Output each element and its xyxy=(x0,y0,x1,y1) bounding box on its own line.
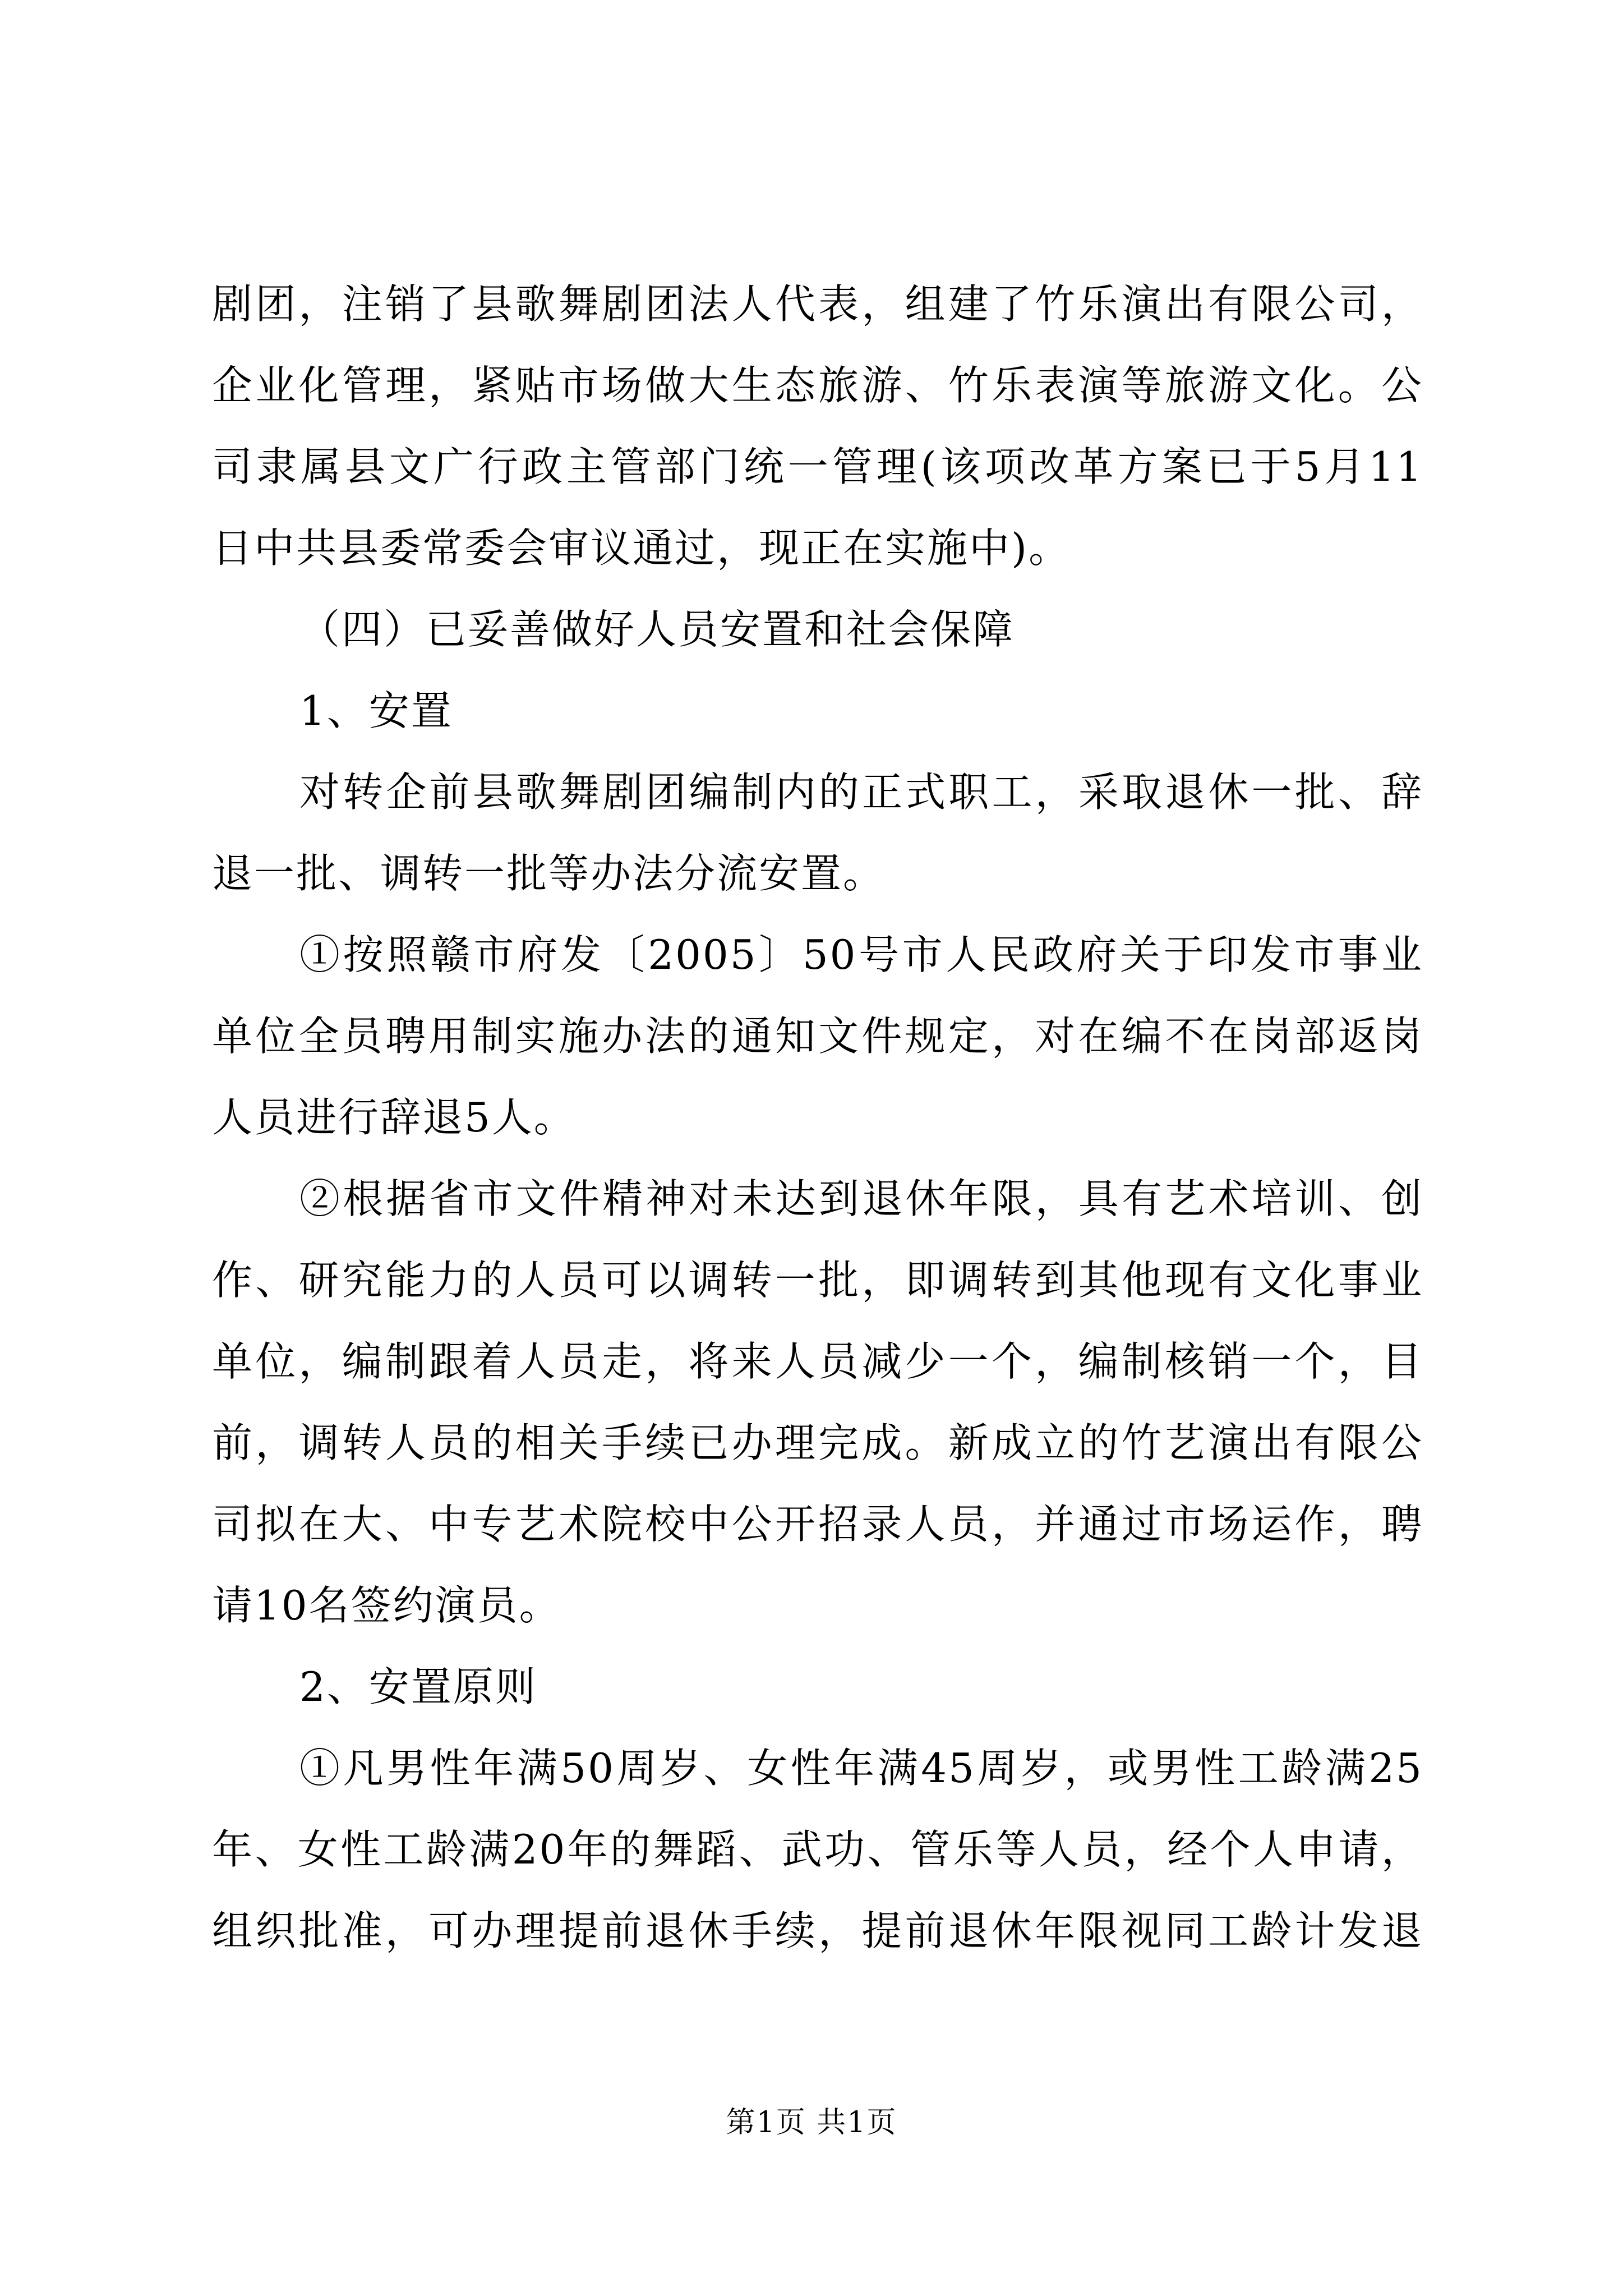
text-line-2: 企业化管理，紧贴市场做大生态旅游、竹乐表演等旅游文化。公 xyxy=(212,362,1423,409)
text-line-13: 作、研究能力的人员可以调转一批，即调转到其他现有文化事业 xyxy=(212,1257,1423,1304)
page-number-label: 第1页 共1页 xyxy=(726,2106,897,2139)
text-line-16: 司拟在大、中专艺术院校中公开招录人员，并通过市场运作，聘 xyxy=(212,1501,1423,1548)
text-line-8: 退一批、调转一批等办法分流安置。 xyxy=(212,850,886,897)
text-line-3: 司隶属县文广行政主管部门统一管理(该项改革方案已于5月11 xyxy=(212,443,1423,490)
text-line-19: ①凡男性年满50周岁、女性年满45周岁，或男性工龄满25 xyxy=(299,1745,1423,1792)
document-body xyxy=(212,264,1423,1972)
text-line-10: 单位全员聘用制实施办法的通知文件规定，对在编不在岗部返岗 xyxy=(212,1013,1423,1060)
text-line-9: ①按照赣市府发〔2005〕50号市人民政府关于印发市事业 xyxy=(299,931,1423,978)
text-line-7: 对转企前县歌舞剧团编制内的正式职工，采取退休一批、辞 xyxy=(299,769,1423,816)
text-line-20: 年、女性工龄满20年的舞蹈、武功、管乐等人员，经个人申请， xyxy=(212,1826,1423,1873)
text-line-4: 日中共县委常委会审议通过，现正在实施中)。 xyxy=(212,524,1071,572)
text-line-12: ②根据省市文件精神对未达到退休年限，具有艺术培训、创 xyxy=(299,1175,1423,1222)
text-line-14: 单位，编制跟着人员走，将来人员减少一个，编制核销一个，目 xyxy=(212,1338,1423,1385)
text-line-1: 剧团，注销了县歌舞剧团法人代表，组建了竹乐演出有限公司， xyxy=(212,280,1423,328)
text-line-17: 请10名签约演员。 xyxy=(212,1582,561,1629)
subheading-placement: 1、安置 xyxy=(299,687,453,734)
section-heading-4: （四）已妥善做好人员安置和社会保障 xyxy=(299,606,1015,653)
text-line-15: 前，调转人员的相关手续已办理完成。新成立的竹艺演出有限公 xyxy=(212,1419,1423,1466)
text-line-11: 人员进行辞退5人。 xyxy=(212,1094,576,1141)
subheading-placement-principles: 2、安置原则 xyxy=(299,1663,537,1710)
page-footer xyxy=(0,2106,1623,2139)
text-line-21: 组织批准，可办理提前退休手续，提前退休年限视同工龄计发退 xyxy=(212,1907,1423,1954)
